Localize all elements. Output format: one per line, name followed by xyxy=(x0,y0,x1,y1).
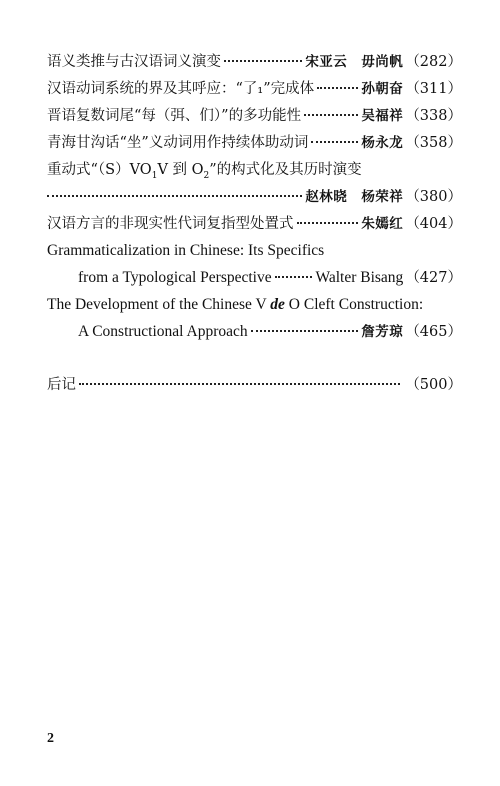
toc-entry-title-line xyxy=(47,159,462,181)
entry-title-continued: from a Typological Perspective xyxy=(78,269,272,286)
entry-title: 青海甘沟话“坐”义动词用作持续体助动词 xyxy=(47,135,309,151)
leader-dots xyxy=(297,222,359,224)
entry-title: 后记 xyxy=(47,377,76,393)
entry-author: 詹芳琼 xyxy=(361,324,404,340)
leader-dots xyxy=(224,60,302,62)
entry-page-number: （380） xyxy=(405,189,462,205)
entry-author: 杨荣祥 xyxy=(361,189,404,205)
toc-entry-title-line xyxy=(47,240,462,262)
leader-dots xyxy=(47,195,302,197)
entry-page-number: （282） xyxy=(405,54,462,70)
toc-entry xyxy=(78,321,462,343)
toc-entry xyxy=(47,51,462,73)
toc-entry xyxy=(47,186,462,208)
page-folio-number: 2 xyxy=(47,731,54,746)
toc-entry xyxy=(78,267,462,289)
entry-page-number: （311） xyxy=(405,81,462,97)
entry-author: 赵林晓 xyxy=(305,189,348,205)
entry-page-number: （358） xyxy=(405,135,462,151)
entry-author: 朱嫣红 xyxy=(361,216,404,232)
entry-title: 汉语动词系统的界及其呼应：“了₁”完成体 xyxy=(47,81,315,97)
entry-title: 语义类推与古汉语词义演变 xyxy=(47,54,221,70)
entry-author: 孙朝奋 xyxy=(361,81,404,97)
toc-entry xyxy=(47,132,462,154)
leader-dots xyxy=(311,141,358,143)
entry-author: 毋尚帆 xyxy=(361,54,404,70)
leader-dots xyxy=(251,330,359,332)
entry-title-continued: A Constructional Approach xyxy=(78,323,248,340)
entry-page-number: （404） xyxy=(405,216,462,232)
toc-entry-title-line xyxy=(47,294,462,316)
leader-dots xyxy=(275,276,313,278)
entry-title: 晋语复数词尾“每（弭、们）”的多功能性 xyxy=(47,108,302,124)
entry-title: Grammaticalization in Chinese: Its Specifics xyxy=(47,242,325,259)
entry-page-number: （500） xyxy=(405,377,462,393)
entry-page-number: （338） xyxy=(405,108,462,124)
entry-author: 吴福祥 xyxy=(361,108,404,124)
entry-title: 重动式“$(S)VO_1V$ 到 $O_2$”的构式化及其历时演变 xyxy=(47,162,362,181)
entry-title: 汉语方言的非现实性代词复指型处置式 xyxy=(47,216,294,232)
entry-author: 杨永龙 xyxy=(361,135,404,151)
toc-entry xyxy=(47,213,462,235)
entry-author: 宋亚云 xyxy=(305,54,348,70)
toc-entry-afterword xyxy=(47,374,462,396)
entry-author: Walter Bisang xyxy=(315,269,404,286)
leader-dots xyxy=(79,383,400,385)
leader-dots xyxy=(317,87,358,89)
entry-page-number: （465） xyxy=(405,324,462,340)
entry-page-number: （427） xyxy=(405,270,462,286)
leader-dots xyxy=(304,114,358,116)
toc-entry xyxy=(47,105,462,127)
entry-title: The Development of the Chinese V de O Cleft Construction: xyxy=(47,296,424,313)
toc-entry xyxy=(47,78,462,100)
